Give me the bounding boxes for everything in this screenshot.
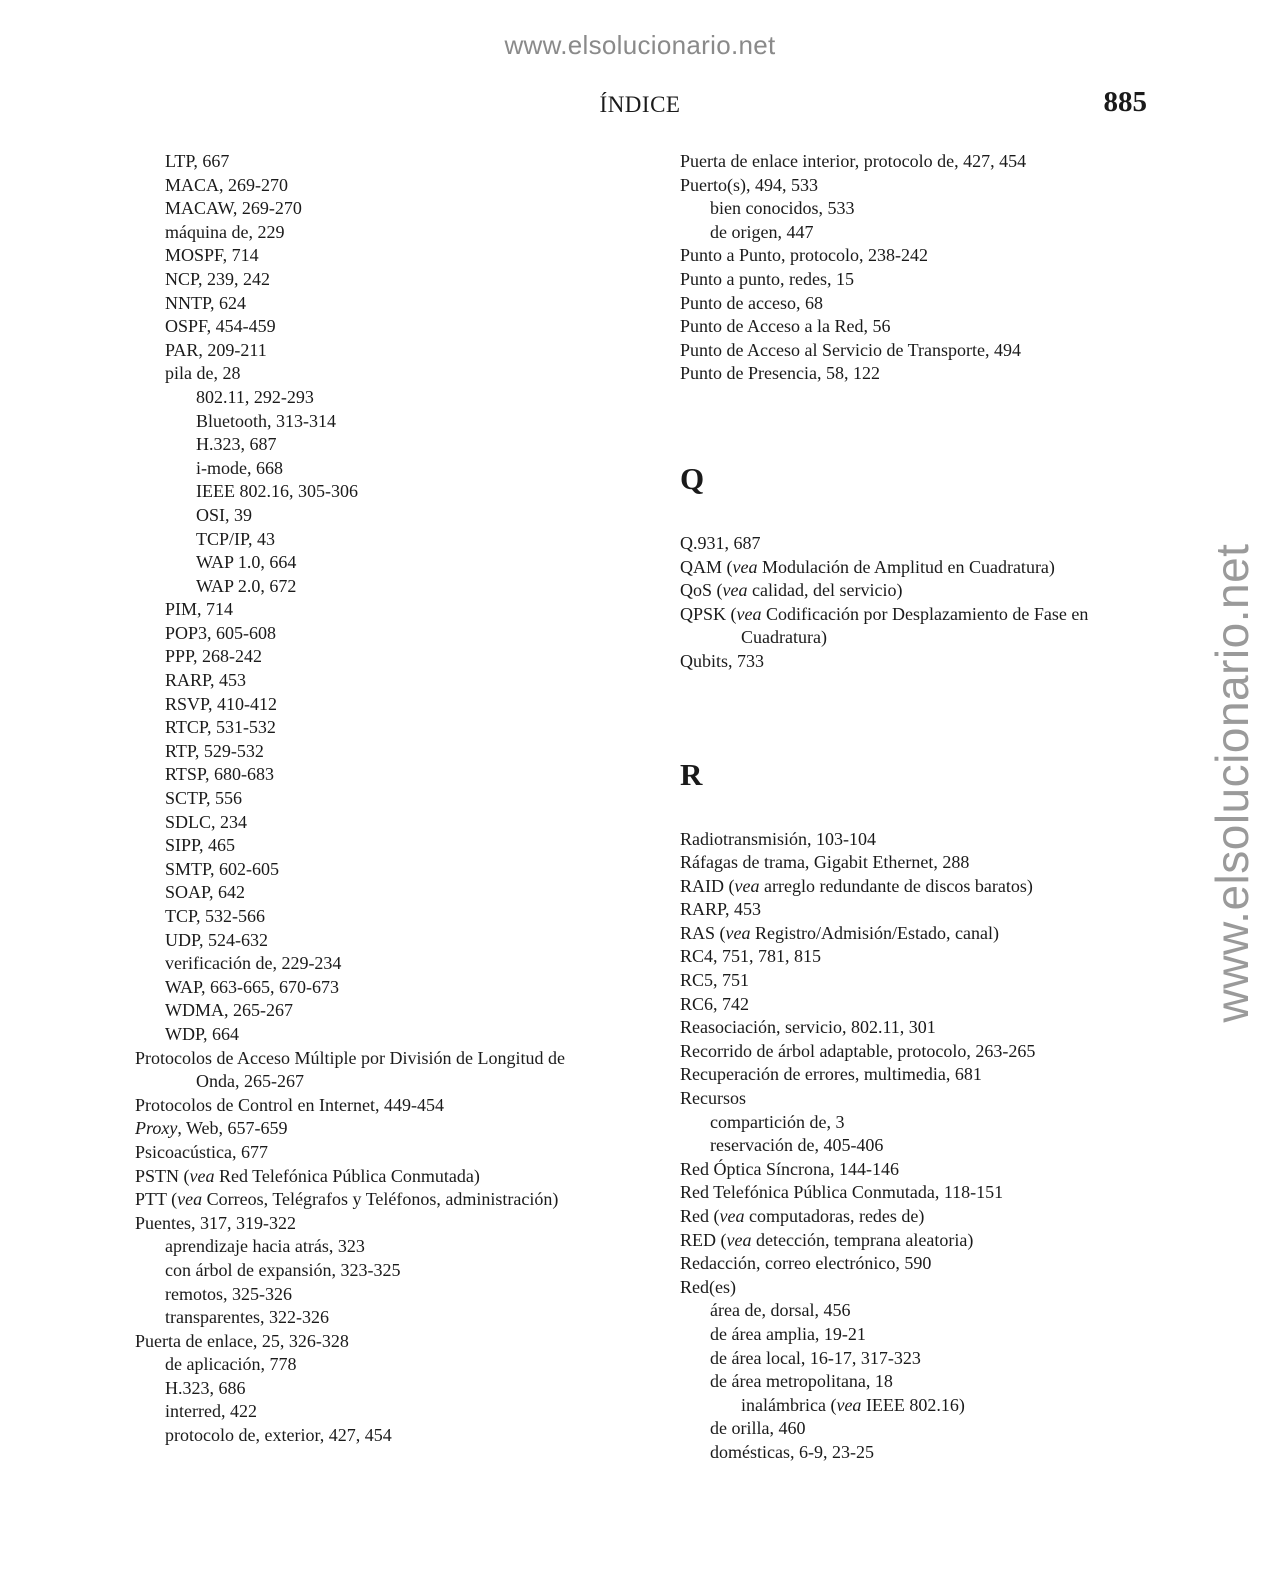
index-entry (135, 1117, 615, 1141)
entry-text: Red Óptica Síncrona, 144-146 (680, 1158, 899, 1179)
index-entry (135, 551, 615, 575)
entry-text: Puerto(s), 494, 533 (680, 174, 818, 195)
entry-text: Puentes, 317, 319-322 (135, 1212, 296, 1233)
entry-text: Ráfagas de trama, Gigabit Ethernet, 288 (680, 852, 970, 873)
entry-text: Punto de Acceso a la Red, 56 (680, 316, 891, 337)
entry-text: RTP, 529-532 (165, 740, 264, 761)
entry-italic: Proxy (135, 1118, 178, 1139)
index-entry (135, 268, 615, 292)
page-number: 885 (1103, 86, 1147, 118)
index-entry (680, 244, 1160, 268)
entry-text: TCP/IP, 43 (196, 528, 276, 549)
index-entry (680, 1370, 1160, 1394)
index-entry (135, 1353, 615, 1377)
entry-text: MACA, 269-270 (165, 174, 289, 195)
index-entry (135, 905, 615, 929)
entry-italic: vea (736, 603, 762, 624)
entry-text: computadoras, redes de) (744, 1206, 925, 1226)
index-entry (680, 532, 1160, 556)
index-entry (135, 1377, 615, 1401)
index-entry (135, 504, 615, 528)
entry-text: interred, 422 (165, 1401, 257, 1422)
entry-text: PPP, 268-242 (165, 646, 263, 667)
entry-text: SDLC, 234 (165, 811, 248, 832)
index-entry (135, 575, 615, 599)
index-entry (680, 1347, 1160, 1371)
entry-text: Q.931, 687 (680, 532, 761, 553)
index-entry (135, 669, 615, 693)
entry-text: remotos, 325-326 (165, 1283, 292, 1304)
index-entry (135, 834, 615, 858)
entry-text: SOAP, 642 (165, 882, 246, 903)
entry-text: SCTP, 556 (165, 788, 243, 809)
entry-text: Recuperación de errores, multimedia, 681 (680, 1064, 982, 1085)
index-entry (135, 386, 615, 410)
index-entry (680, 1394, 1160, 1418)
entry-prefix: RAID ( (680, 875, 735, 896)
index-entry (135, 763, 615, 787)
entry-text: Punto a Punto, protocolo, 238-242 (680, 245, 928, 266)
index-entry (680, 1111, 1160, 1135)
index-entry (135, 1141, 615, 1165)
entry-prefix: PTT ( (135, 1189, 178, 1210)
entry-text: de aplicación, 778 (165, 1354, 297, 1375)
index-entry (680, 1158, 1160, 1182)
index-entry (135, 1400, 615, 1424)
index-entry (135, 197, 615, 221)
entry-prefix: RAS ( (680, 922, 726, 943)
watermark-side-text: www.elsolucionario.net (1206, 543, 1258, 1023)
section-p-entries (680, 150, 1160, 386)
index-entry (680, 969, 1160, 993)
entry-italic: vea (189, 1165, 215, 1186)
entry-text: Correos, Telégrafos y Teléfonos, administración) (202, 1189, 559, 1210)
entry-text: MOSPF, 714 (165, 245, 259, 266)
entry-text: PIM, 714 (165, 599, 234, 620)
index-entry (680, 174, 1160, 198)
index-entry (135, 457, 615, 481)
index-entry (135, 174, 615, 198)
index-entry (680, 579, 1160, 603)
entry-text: pila de, 28 (165, 363, 241, 384)
entry-text: MACAW, 269-270 (165, 198, 302, 219)
index-entry (135, 1424, 615, 1448)
entry-text: calidad, del servicio) (747, 580, 903, 601)
entry-text: NCP, 239, 242 (165, 268, 271, 289)
index-entry-continuation: Cuadratura) (741, 627, 827, 648)
entry-text: Radiotransmisión, 103-104 (680, 828, 876, 849)
entry-italic: vea (732, 556, 758, 577)
index-entry-continuation: Onda, 265-267 (196, 1071, 304, 1092)
entry-text: WAP 1.0, 664 (196, 552, 297, 573)
entry-text: Red(es) (680, 1276, 736, 1297)
index-entry (135, 480, 615, 504)
index-entry (680, 993, 1160, 1017)
entry-text: Codificación por Desplazamiento de Fase en (761, 603, 1089, 624)
section-q-entries (680, 532, 1160, 674)
entry-text: arreglo redundante de discos baratos) (759, 875, 1033, 896)
entry-text: Redacción, correo electrónico, 590 (680, 1253, 932, 1274)
index-entry (680, 1040, 1160, 1064)
index-entry (135, 410, 615, 434)
entry-text: transparentes, 322-326 (165, 1307, 329, 1328)
index-entry (135, 150, 615, 174)
entry-italic: vea (177, 1189, 203, 1210)
index-entry (680, 1417, 1160, 1441)
index-entry (135, 221, 615, 245)
entry-text: RSVP, 410-412 (165, 693, 278, 714)
entry-text: UDP, 524-632 (165, 929, 269, 950)
entry-prefix: PSTN ( (135, 1165, 190, 1186)
index-entry (135, 1235, 615, 1259)
index-entry (135, 716, 615, 740)
entry-text: WAP 2.0, 672 (196, 575, 297, 596)
index-entry (680, 1299, 1160, 1323)
index-entry (680, 268, 1160, 292)
entry-text: protocolo de, exterior, 427, 454 (165, 1425, 392, 1446)
entry-text: Recorrido de árbol adaptable, protocolo, 263-265 (680, 1040, 1036, 1061)
entry-text: área de, dorsal, 456 (710, 1300, 851, 1321)
entry-text: OSPF, 454-459 (165, 316, 276, 337)
index-entry (135, 1023, 615, 1047)
entry-text: , Web, 657-659 (177, 1118, 288, 1139)
entry-text: Protocolos de Control en Internet, 449-454 (135, 1094, 444, 1115)
index-entry (135, 315, 615, 339)
section-letter-r: R (680, 756, 703, 792)
entry-text: OSI, 39 (196, 504, 253, 525)
entry-text: reservación de, 405-406 (710, 1135, 884, 1156)
entry-text: i-mode, 668 (196, 457, 283, 478)
entry-prefix: QPSK ( (680, 603, 737, 624)
index-entry (135, 433, 615, 457)
index-entry (135, 1188, 615, 1212)
index-entry (135, 976, 615, 1000)
index-entry (135, 811, 615, 835)
entry-prefix: Red ( (680, 1206, 720, 1226)
index-entry (135, 858, 615, 882)
index-entry (680, 1063, 1160, 1087)
watermark-url-top: www.elsolucionario.net (504, 30, 776, 60)
index-entry (680, 197, 1160, 221)
index-entry (680, 1229, 1160, 1253)
entry-text: PAR, 209-211 (165, 339, 267, 360)
entry-text: Reasociación, servicio, 802.11, 301 (680, 1017, 936, 1038)
index-entry (135, 787, 615, 811)
entry-text: RARP, 453 (165, 670, 247, 691)
entry-prefix: QoS ( (680, 580, 723, 601)
entry-text: IEEE 802.16, 305-306 (196, 481, 358, 502)
entry-text: Punto de acceso, 68 (680, 292, 823, 313)
entry-text: Bluetooth, 313-314 (196, 410, 336, 431)
entry-text: detección, temprana aleatoria) (751, 1229, 974, 1250)
entry-text: con árbol de expansión, 323-325 (165, 1259, 401, 1280)
entry-text: aprendizaje hacia atrás, 323 (165, 1236, 365, 1257)
index-entry (680, 828, 1160, 852)
entry-text: de origen, 447 (710, 221, 814, 242)
index-entry (680, 292, 1160, 316)
entry-text: Psicoacústica, 677 (135, 1141, 268, 1162)
entry-text: WDP, 664 (165, 1023, 240, 1044)
entry-text: RC4, 751, 781, 815 (680, 946, 822, 967)
index-entry (135, 1283, 615, 1307)
index-entry (135, 1330, 615, 1354)
entry-text: NNTP, 624 (165, 292, 247, 313)
index-entry (135, 1212, 615, 1236)
entry-text: LTP, 667 (165, 151, 230, 171)
index-entry (680, 1181, 1160, 1205)
entry-text: 802.11, 292-293 (196, 386, 314, 407)
index-entry (135, 528, 615, 552)
index-entry (680, 1087, 1160, 1111)
index-entry (680, 898, 1160, 922)
entry-text: Punto de Presencia, 58, 122 (680, 363, 880, 384)
entry-italic: vea (836, 1394, 862, 1415)
index-entry (135, 952, 615, 976)
entry-text: de área amplia, 19-21 (710, 1323, 866, 1344)
entry-text: IEEE 802.16) (861, 1394, 965, 1415)
entry-prefix: RED ( (680, 1229, 727, 1250)
entry-text: Red Telefónica Pública Conmutada, 118-151 (680, 1182, 1004, 1203)
index-entry (135, 1165, 615, 1189)
entry-text: Puerta de enlace, 25, 326-328 (135, 1330, 349, 1351)
index-entry (135, 693, 615, 717)
index-column-right (680, 150, 1160, 1465)
index-entry (680, 945, 1160, 969)
index-entry (135, 292, 615, 316)
index-entry (135, 929, 615, 953)
index-entry (680, 556, 1160, 580)
entry-text: H.323, 686 (165, 1377, 246, 1398)
entry-text: de área local, 16-17, 317-323 (710, 1347, 921, 1368)
index-entry (680, 339, 1160, 363)
entry-text: verificación de, 229-234 (165, 953, 342, 974)
entry-text: WDMA, 265-267 (165, 1000, 293, 1021)
index-entry (680, 603, 1160, 627)
entry-text: Recursos (680, 1088, 746, 1109)
entry-text: RARP, 453 (680, 899, 762, 920)
index-entry (680, 1016, 1160, 1040)
entry-text: bien conocidos, 533 (710, 198, 855, 219)
index-entry (680, 315, 1160, 339)
entry-text: RC6, 742 (680, 993, 750, 1014)
running-head-title: ÍNDICE (599, 92, 681, 117)
index-entry (135, 598, 615, 622)
entry-italic: vea (722, 580, 748, 601)
index-entry (135, 1047, 615, 1071)
entry-prefix: QAM ( (680, 556, 733, 577)
entry-italic: vea (734, 875, 760, 896)
entry-text: Protocolos de Acceso Múltiple por División de Longitud de (135, 1047, 565, 1068)
index-entry (135, 362, 615, 386)
index-entry (135, 622, 615, 646)
index-entry (680, 851, 1160, 875)
entry-text: Qubits, 733 (680, 650, 765, 671)
entry-text: RTCP, 531-532 (165, 717, 276, 738)
entry-italic: vea (726, 1229, 752, 1250)
index-entry (680, 362, 1160, 386)
index-entry (680, 221, 1160, 245)
entry-text: Registro/Admisión/Estado, canal) (750, 922, 999, 943)
index-entry (680, 875, 1160, 899)
entry-text: de orilla, 460 (710, 1418, 806, 1439)
section-letter-q: Q (680, 460, 705, 496)
entry-text: POP3, 605-608 (165, 622, 277, 643)
index-entry (680, 1276, 1160, 1300)
index-entry (135, 1259, 615, 1283)
entry-text: TCP, 532-566 (165, 906, 266, 926)
section-r-entries (680, 828, 1160, 1465)
entry-text: SIPP, 465 (165, 835, 236, 856)
entry-italic: vea (719, 1206, 745, 1226)
entry-text: RTSP, 680-683 (165, 764, 274, 785)
index-entry (680, 650, 1160, 674)
index-entry (135, 1306, 615, 1330)
index-entry (680, 1205, 1160, 1229)
entry-text: compartición de, 3 (710, 1111, 845, 1132)
index-entry (680, 922, 1160, 946)
entry-italic: vea (725, 922, 751, 943)
entry-text: Punto a punto, redes, 15 (680, 268, 854, 289)
entry-text: Punto de Acceso al Servicio de Transporte, 494 (680, 339, 1021, 360)
index-entry (135, 999, 615, 1023)
entry-text: WAP, 663-665, 670-673 (165, 976, 339, 997)
entry-text: Red Telefónica Pública Conmutada) (214, 1165, 480, 1186)
index-entry (680, 1323, 1160, 1347)
entry-text: domésticas, 6-9, 23-25 (710, 1441, 874, 1462)
entry-text: RC5, 751 (680, 970, 750, 991)
entry-prefix: inalámbrica ( (741, 1394, 837, 1415)
index-entry (680, 150, 1160, 174)
index-entry (680, 1252, 1160, 1276)
entry-text: Modulación de Amplitud en Cuadratura) (757, 556, 1055, 577)
entry-text: SMTP, 602-605 (165, 858, 280, 879)
index-entry (135, 339, 615, 363)
index-entry (135, 881, 615, 905)
index-entry (680, 1134, 1160, 1158)
entry-text: Puerta de enlace interior, protocolo de, 427, 454 (680, 151, 1027, 171)
index-entry (135, 740, 615, 764)
index-column-left (135, 150, 615, 1448)
index-entry (135, 645, 615, 669)
entry-text: H.323, 687 (196, 434, 277, 455)
entry-text: máquina de, 229 (165, 221, 285, 242)
index-entry (680, 1441, 1160, 1465)
index-entry (135, 244, 615, 268)
index-entry (135, 1094, 615, 1118)
entry-text: de área metropolitana, 18 (710, 1371, 893, 1392)
